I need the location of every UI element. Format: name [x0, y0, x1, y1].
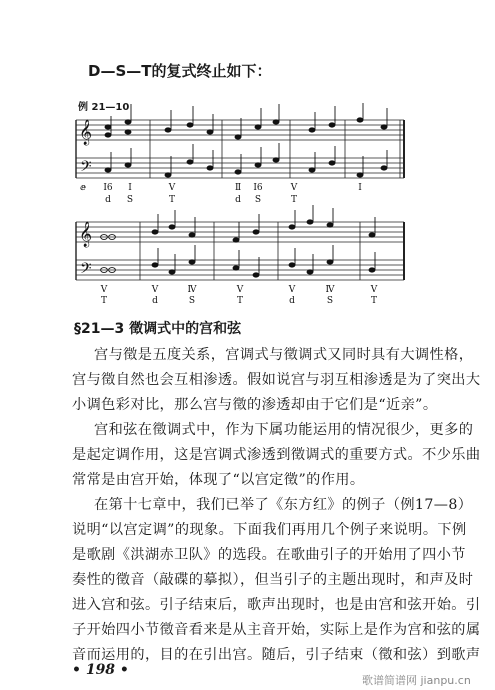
s2-function: d: [152, 296, 158, 306]
intro-line: D—S—T的复式终止如下：: [88, 62, 272, 80]
s2-function: T: [100, 296, 108, 306]
s1-roman: I: [358, 183, 362, 193]
s1-function: d: [105, 195, 111, 205]
s2-function: d: [289, 296, 295, 306]
page-number: • 198 •: [72, 662, 129, 678]
music-score: [0, 0, 495, 310]
watermark: 歌谱简谱网 jianpu.cn: [362, 674, 471, 687]
paragraph-line: 在第十七章中，我们已举了《东方红》的例子（例17—8）: [94, 497, 473, 513]
s1-roman: Ⅰ: [128, 183, 132, 193]
treble-clef: 𝄞: [79, 120, 93, 145]
paragraph-line: 进入宫和弦。引子结束后，歌声出现时，也是由宫和弦开始。引: [72, 597, 481, 613]
paragraph-line: 宫与徵自然也会互相渗透。假如说宫与羽互相渗透是为了突出大: [72, 372, 481, 388]
s2-function: T: [236, 296, 244, 306]
paragraph-line: 说明“以宫定调”的现象。下面我们再用几个例子来说明。下例: [72, 522, 467, 538]
s1-function: T: [290, 195, 298, 205]
s2-roman: V: [236, 285, 244, 295]
paragraph-line: 是起定调作用，这是宫调式渗透到徵调式的重要方式。不少乐曲: [72, 447, 481, 463]
s2-roman: V: [370, 285, 378, 295]
system-2-notes: [101, 205, 375, 277]
paragraph-line: 小调色彩对比，那么宫与徵的渗透却由于它们是“近亲”。: [72, 397, 438, 413]
s2-function: T: [370, 296, 378, 306]
s1-roman: V: [290, 183, 298, 193]
treble-clef-2: 𝄞: [79, 222, 93, 247]
paragraph-line: 奏性的徵音（敲碟的摹拟），但当引子的主题出现时，和声及时: [72, 572, 474, 588]
example-label: 例 21—10: [78, 102, 130, 113]
s1-function: S: [126, 195, 134, 205]
s2-roman: Ⅳ: [325, 285, 335, 295]
section-heading: §21—3 徵调式中的宫和弦: [74, 321, 242, 337]
paragraph-line: 宫与徵是五度关系，宫调式与徵调式又同时具有大调性格，: [94, 347, 474, 363]
s2-roman: V: [288, 285, 296, 295]
s1-roman: Ⅱ: [234, 183, 242, 193]
bass-clef-2: 𝄢: [80, 260, 92, 281]
paragraph-line: 常常是由宫开始，体现了“以宫定徵”的作用。: [72, 472, 365, 488]
paragraph-line: 宫和弦在徵调式中，作为下属功能运用的情况很少，更多的: [94, 422, 474, 438]
paragraph-line: 音而运用的，目的在引出宫。随后，引子结束（徵和弦）到歌声: [72, 647, 481, 663]
s2-roman: V: [151, 285, 159, 295]
s1-function: T: [168, 195, 176, 205]
system-1-staves: [76, 120, 404, 178]
paragraph-line: 子开始四小节徵音看来是从主音开始，实际上是作为宫和弦的属: [72, 622, 481, 638]
paragraph-line: 是歌剧《洪湖赤卫队》的选段。在歌曲引子的开始用了四小节: [72, 547, 466, 563]
system-2-staves: [76, 222, 404, 280]
s2-function: S: [326, 296, 334, 306]
s1-roman: V: [168, 183, 176, 193]
s1-function: d: [235, 195, 241, 205]
s2-function: S: [188, 296, 196, 306]
s2-roman: Ⅳ: [187, 285, 197, 295]
s1-roman: I6: [253, 183, 263, 193]
s2-roman: V: [100, 285, 108, 295]
s1-function: S: [254, 195, 262, 205]
bass-clef: 𝄢: [80, 158, 92, 179]
s1-bass-label: ⅇ: [80, 183, 86, 193]
s1-roman: Ⅰ6: [103, 183, 113, 193]
